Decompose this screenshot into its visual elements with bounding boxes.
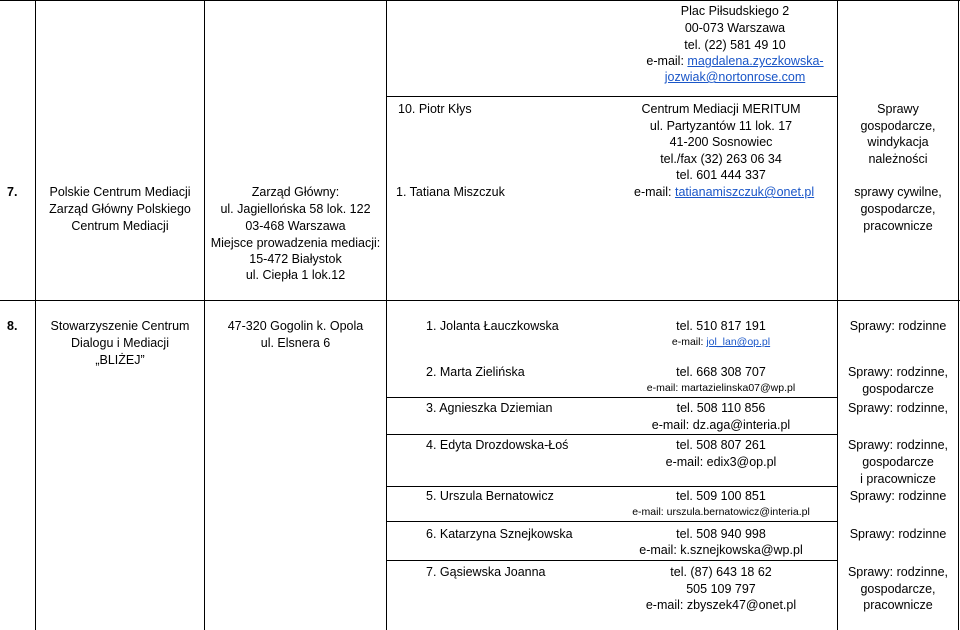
row-7-address-5: 15-472 Białystok [249,252,342,266]
col-border-1 [35,0,36,630]
row-7-address-6: ul. Ciepła 1 lok.12 [245,268,346,282]
row-7-org-3: Centrum Mediacji [71,219,169,233]
row-7-mediator-1-type-3: windykacja [867,135,929,149]
row-8-mediator-3-name: 3. Agnieszka Dziemian [426,401,553,415]
row-8-mediator-7-type-3: pracownicze [863,598,933,612]
row-8-mediator-7-tel: tel. (87) 643 18 62 [670,565,772,579]
row-8-separator-2 [386,397,838,398]
top-phone: tel. (22) 581 49 10 [684,38,786,52]
row-7-mediator-1-type-4: należności [868,152,928,166]
row-8-mediator-7-tel2: 505 109 797 [686,582,756,596]
row-8-mediator-4-email: e-mail: edix3@op.pl [665,455,777,469]
row-8-mediator-5-type-1: Sprawy: rodzinne [849,489,947,503]
row-7-mediator-1-name: 10. Piotr Kłys [398,102,472,116]
row-7-address-3: 03-468 Warszawa [245,219,346,233]
row-8-mediator-4-type-2: gospodarcze [862,455,934,469]
row-8-mediator-3-type-1: Sprawy: rodzinne, [847,401,949,415]
top-address-2: 00-073 Warszawa [684,21,786,35]
row-8-mediator-6-type-1: Sprawy: rodzinne [849,527,947,541]
row-7-mediator-2-email-label: e-mail: [634,185,675,199]
sub-border-top [386,96,838,97]
col-border-5 [958,0,959,630]
top-email-link-2-line [610,69,860,85]
row-8-mediator-1-email-label: e-mail: [671,336,707,348]
row-8-mediator-2-name: 2. Marta Zielińska [426,365,525,379]
row-8-org-1: Stowarzyszenie Centrum [50,319,190,333]
row-8-mediator-7-type-1: Sprawy: rodzinne, [847,565,949,579]
row-7-mediator-2-name: 1. Tatiana Miszczuk [396,185,505,199]
row-8-mediator-6-tel: tel. 508 940 998 [676,527,766,541]
col-border-3 [386,0,387,630]
row-7-mediator-1-type-2: gospodarcze, [860,119,936,133]
row-7-mediator-2-type-1: sprawy cywilne, [854,185,942,199]
row-8-separator-6 [386,560,838,561]
row-border-mid [0,300,960,301]
row-7-mediator-1-contact-1: Centrum Mediacji MERITUM [641,102,801,116]
row-7-mediator-2-type-2: gospodarcze, [860,202,936,216]
top-email-link-2[interactable]: jozwiak@nortonrose.com [664,70,806,84]
row-7-mediator-2-type-3: pracownicze [863,219,933,233]
row-8-mediator-5-name: 5. Urszula Bernatowicz [426,489,554,503]
top-email-label: e-mail: [646,54,688,68]
row-7-mediator-2-email-link[interactable]: tatianamiszczuk@onet.pl [674,185,815,199]
row-8-mediator-3-email: e-mail: dz.aga@interia.pl [651,418,791,432]
top-address-1: Plac Piłsudskiego 2 [680,4,790,18]
row-8-mediator-1-email-link[interactable]: jol_lan@op.pl [706,336,771,348]
row-8-mediator-4-name: 4. Edyta Drozdowska-Łoś [426,438,569,452]
row-7-org-1: Polskie Centrum Mediacji [49,185,191,199]
row-8-mediator-5-tel: tel. 509 100 851 [676,489,766,503]
row-8-mediator-2-type-2: gospodarcze [862,382,934,396]
row-8-address-1: 47-320 Gogolin k. Opola [227,319,364,333]
row-7-mediator-1-contact-2: ul. Partyzantów 11 lok. 17 [649,119,793,133]
row-7-number: 7. [7,185,18,199]
row-8-mediator-4-type-3: i pracownicze [860,472,936,486]
row-8-separator-5 [386,521,838,522]
top-email-link-1[interactable]: magdalena.zyczkowska- [687,54,824,68]
row-8-mediator-1-type-1: Sprawy: rodzinne [849,319,947,333]
row-7-address-2: ul. Jagiellońska 58 lok. 122 [220,202,371,216]
row-8-mediator-7-name: 7. Gąsiewska Joanna [426,565,546,579]
row-8-org-3: „BLIŻEJ” [95,353,145,367]
row-8-address-2: ul. Elsnera 6 [260,336,331,350]
row-border-top [0,0,960,1]
row-7-mediator-1-contact-5: tel. 601 444 337 [676,168,766,182]
row-8-mediator-4-type-1: Sprawy: rodzinne, [847,438,949,452]
row-8-mediator-6-email: e-mail: k.sznejkowska@wp.pl [639,543,803,557]
row-8-mediator-3-tel: tel. 508 110 856 [676,401,766,415]
row-7-org-2: Zarząd Główny Polskiego [49,202,191,216]
row-8-mediator-2-tel: tel. 668 308 707 [676,365,766,379]
row-8-mediator-7-type-2: gospodarcze, [860,582,936,596]
row-7-mediator-2-email-line [634,184,814,200]
row-8-mediator-1-tel: tel. 510 817 191 [676,319,766,333]
row-8-separator-3 [386,434,838,435]
row-8-mediator-2-email: e-mail: martazielinska07@wp.pl [646,382,796,394]
row-7-address-4: Miejsce prowadzenia mediacji: [210,236,381,250]
row-7-mediator-1-contact-4: tel./fax (32) 263 06 34 [660,152,782,166]
row-7-address-1: Zarząd Główny: [251,185,340,199]
top-email-line [610,53,860,69]
row-8-mediator-4-tel: tel. 508 807 261 [676,438,766,452]
row-7-mediator-1-contact-3: 41-200 Sosnowiec [669,135,773,149]
row-8-number: 8. [7,319,18,333]
row-8-org-2: Dialogu i Mediacji [71,336,169,350]
row-8-separator-4 [386,486,838,487]
row-7-mediator-1-type-1: Sprawy [877,102,919,116]
row-8-mediator-6-name: 6. Katarzyna Sznejkowska [426,527,573,541]
row-8-mediator-7-email: e-mail: zbyszek47@onet.pl [645,598,797,612]
row-8-mediator-5-email: e-mail: urszula.bernatowicz@interia.pl [632,506,810,518]
col-border-2 [204,0,205,630]
row-8-mediator-2-type-1: Sprawy: rodzinne, [847,365,949,379]
row-8-mediator-1-name: 1. Jolanta Łauczkowska [426,319,559,333]
row-8-mediator-1-email-line [605,334,837,350]
